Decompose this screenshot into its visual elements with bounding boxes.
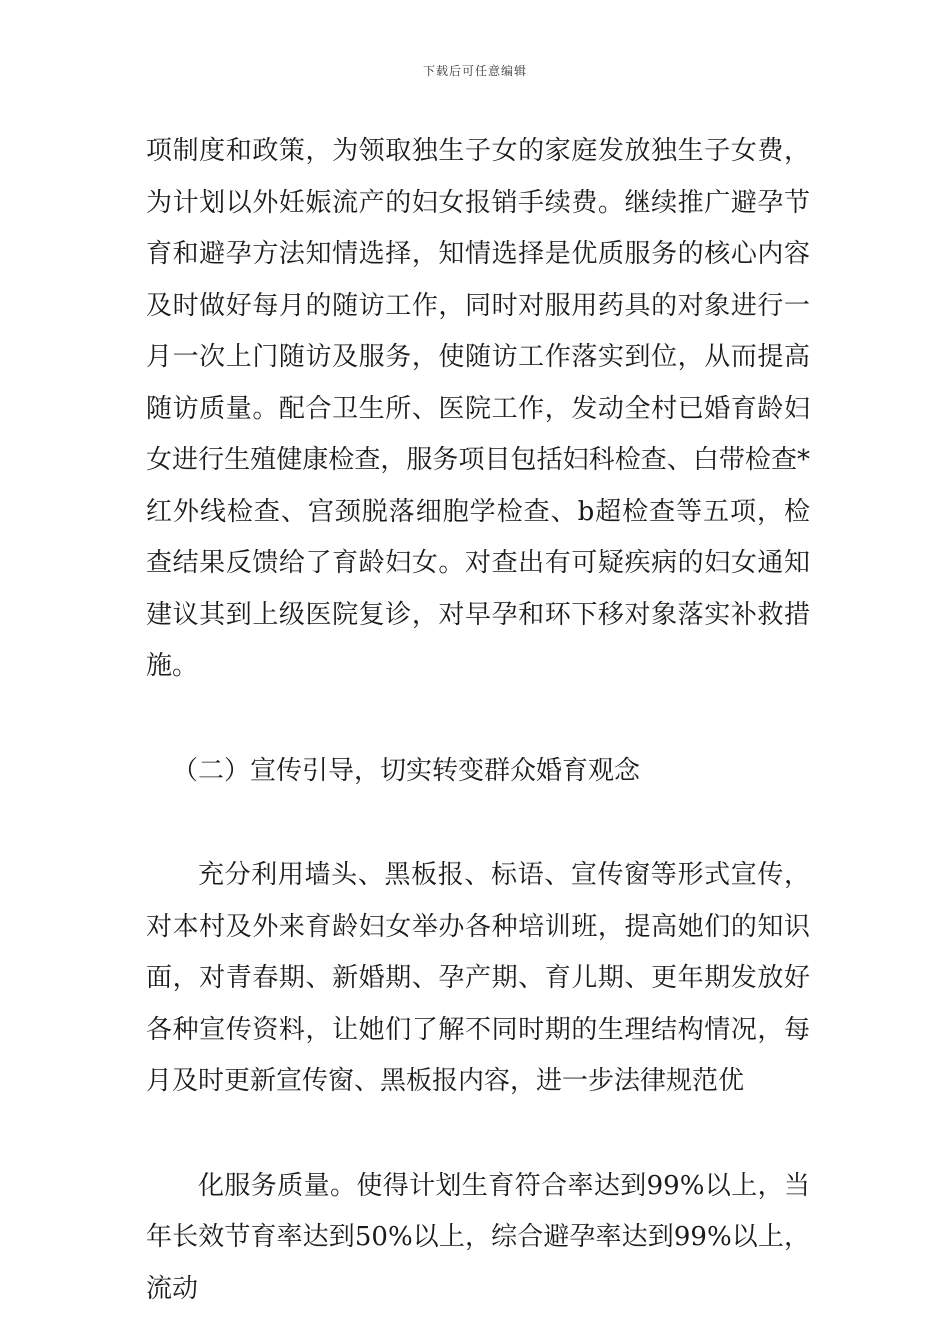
section-heading: （二）宣传引导，切实转变群众婚育观念 [172,755,641,786]
document-body [146,126,810,1315]
paragraph-publicity: 充分利用墙头、黑板报、标语、宣传窗等形式宣传，对本村及外来育龄妇女举办各种培训班，提高她们的知识面，对青春期、新婚期、孕产期、育儿期、更年期发放好各种宣传资料，让她们了解不同时期的生理结构情况，每月及时更新宣传窗、黑板报内容，进一步法律规范优 [146,860,810,1096]
page-header: 下载后可任意编辑 [422,64,527,78]
paragraph-service-quality: 化服务质量。使得计划生育符合率达到99%以上，当年长效节育率达到50%以上，综合避孕率达到99%以上，流动 [146,1170,810,1304]
paragraph-continued: 项制度和政策，为领取独生子女的家庭发放独生子女费，为计划以外妊娠流产的妇女报销手续费。继续推广避孕节育和避孕方法知情选择，知情选择是优质服务的核心内容及时做好每月的随访工作，同时对服用药具的对象进行一月一次上门随访及服务，使随访工作落实到位，从而提高随访质量。配合卫生所、医院工作，发动全村已婚育龄妇女进行生殖健康检查，服务项目包括妇科检查、白带检查*红外线检查、宫颈脱落细胞学检查、b超检查等五项，检查结果反馈给了育龄妇女。对查出有可疑疾病的妇女通知建议其到上级医院复诊，对早孕和环下移对象落实补救措施。 [146,136,810,681]
